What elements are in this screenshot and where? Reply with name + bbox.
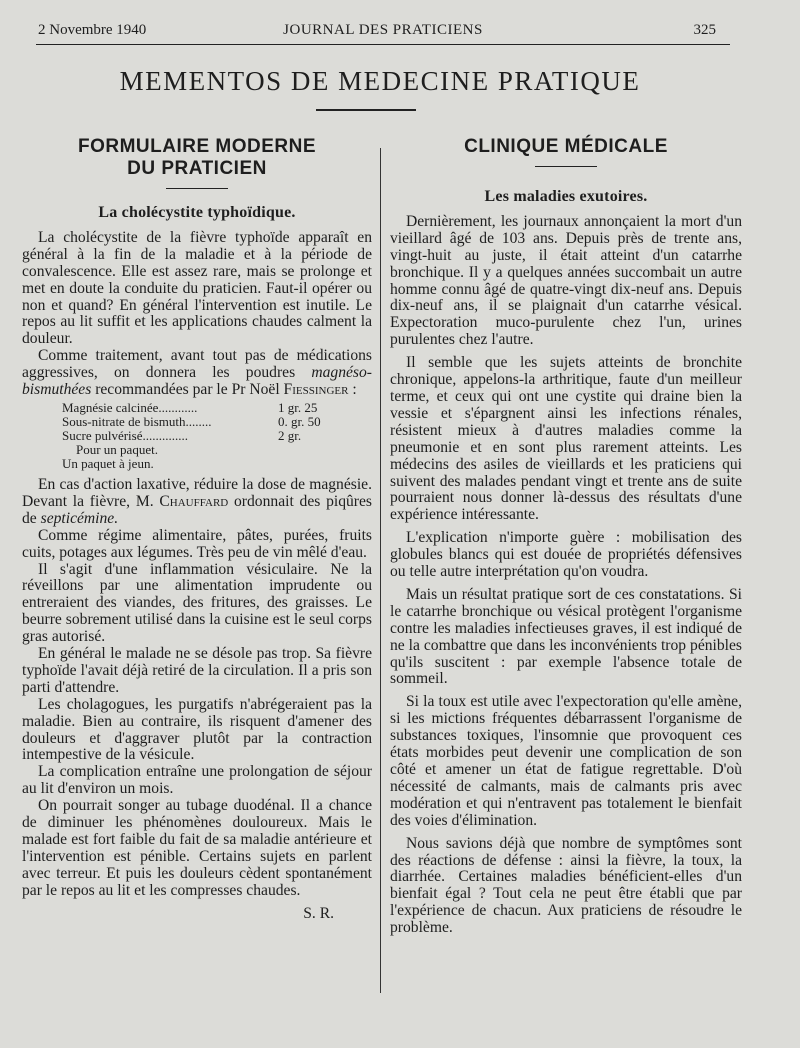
prescription-note: Un paquet à jeun. (62, 455, 154, 471)
paragraph (22, 348, 372, 399)
page-number: 325 (693, 22, 716, 38)
paragraph (22, 477, 372, 528)
paragraph: L'explication n'importe guère : mobilisation des globules blancs qui est douée de propriétés défensives ou telle autre interprétation qu'on voudra. (390, 529, 742, 581)
running-header (36, 22, 730, 45)
right-column (390, 136, 742, 943)
article-title: Les maladies exutoires. (484, 188, 648, 205)
issue-date: 2 Novembre 1940 (38, 22, 147, 38)
paragraph: La cholécystite de la fièvre typhoïde apparaît en général à la fin de la maladie et à la période de convalescence. Elle est assez rare, mais se prolonge et met en doute la conduite du praticien. Faut-il opérer ou non et quand? En général l'intervention est inutile. Le repos au lit suffit et les applications chaudes calment la douleur. (22, 228, 372, 348)
italic-term: septicémine. (40, 509, 119, 527)
title-rule (316, 109, 416, 111)
prescription-row (22, 401, 372, 415)
section-rule (535, 166, 597, 167)
paragraph: Comme régime alimentaire, pâtes, purées, fruits cuits, potages aux légumes. Très peu de vin mêlé d'eau. (22, 526, 372, 561)
signature: S. R. (303, 904, 334, 922)
prescription-note: Pour un paquet. (76, 441, 158, 457)
section-title-line-2: DU PRATICIEN (127, 158, 267, 179)
paragraph: La complication entraîne une prolongation de séjour au lit d'environ un mois. (22, 763, 372, 798)
paragraph: On pourrait songer au tubage duodénal. Il a chance de diminuer les phénomènes douloureux. Mais le malade est fort faible du fait de sa maladie antérieure et l'intervention est pénible. Certains sujets en parlent avec terreur. Et puis les douleurs cèdent spontanément par le repos au lit et les compresses chaudes. (22, 797, 372, 899)
drug-dose: 1 gr. 25 (278, 399, 318, 415)
prescription-row (22, 429, 372, 443)
text-run: : (348, 381, 357, 399)
prescription (22, 401, 372, 471)
text-run: ordonnait des piqûres de (22, 492, 372, 527)
italic-term: magnéso-bismuthées (22, 364, 372, 399)
paragraph: Il s'agit d'une inflammation vésiculaire. Ne la réveillons par une alimentation imprudente ou entreraient des viandes, des fritures, des graisses. Le beurre sobrement utilisé dans la cuisine est le seul corps gras autorisé. (22, 560, 372, 646)
drug-dose: 2 gr. (278, 427, 302, 443)
text-run: En cas d'action laxative, réduire la dose de magnésie. Devant la fièvre, M. (22, 475, 372, 510)
journal-name: JOURNAL DES PRATICIENS (283, 22, 483, 38)
drug-name: Magnésie calcinée............ (62, 399, 198, 415)
article-title: La cholécystite typhoïdique. (98, 204, 296, 221)
paragraph: Nous savions déjà que nombre de symptômes sont des réactions de défense : ainsi la fièvre, la toux, la diarrhée. Certaines maladies bénéficient-elles d'un bienfait égal ? Tout cela ne peut être établi que par l'expérience de chacun. Aux praticiens de résoudre le problème. (390, 834, 742, 937)
text-run: Comme traitement, avant tout pas de médications aggressives, on donnera les poudres (22, 347, 372, 382)
left-column (22, 136, 372, 923)
paragraph: Il semble que les sujets atteints de bronchite chronique, appelons-la arthritique, faute d'un meilleur terme, et ceux qui ont une cystite qui draine bien la vessie et s'épargnent ainsi les infections rénales, résistent mieux à d'autres maladies comme la pneumonie et en sont plus rarement atteints. Les médecins des asiles de vieillards et les praticiens qui suivent des malades pendant vingt et trente ans de suite pourraient nous donner là-dessus des résultats d'une expérience intéressante. (390, 354, 742, 524)
section-title-clinique: CLINIQUE MÉDICALE (464, 136, 668, 157)
drug-dose: 0. gr. 50 (278, 413, 321, 429)
section-title-formulaire (22, 136, 372, 180)
page-title: MEMENTOS DE MEDECINE PRATIQUE (119, 66, 641, 96)
section-rule (166, 188, 228, 189)
author-name: Chauffard (159, 492, 229, 510)
drug-name: Sucre pulvérisé.............. (62, 427, 189, 443)
paragraph: Dernièrement, les journaux annonçaient la mort d'un vieillard âgé de 103 ans. Depuis près de trente ans, vingt-huit au juste, il était atteint d'un catarrhe bronchique. Il y a quelques années succombait un autre homme connu âgé de quatre-vingt dix-neuf ans. Depuis dix-neuf ans, il se plaignait d'un catarrhe vésical. Expectoration muco-purulente chez l'un, urines purulentes chez l'autre. (390, 212, 742, 349)
paragraph: Les cholagogues, les purgatifs n'abrégeraient pas la maladie. Bien au contraire, ils risquent d'amener des douleurs et d'aggraver plutôt par la contraction intempestive de la vésicule. (22, 695, 372, 764)
paragraph: Si la toux est utile avec l'expectoration qu'elle amène, si les mictions fréquentes débarrassent l'organisme de substances toxiques, l'insomnie que provoquent ces états morbides peut devenir une complication de son côté et amener un état de fatigue regrettable. D'où nécessité de calmants, mais de calmants pris avec modération et qui n'entravent pas totalement le bienfait des voies d'élimination. (390, 693, 742, 829)
author-name: Fiessinger (283, 381, 349, 399)
paragraph: En général le malade ne se désole pas trop. Sa fièvre typhoïde l'avait déjà retiré de la circulation. Il a pris son parti d'attendre. (22, 645, 372, 696)
column-divider (380, 148, 381, 993)
prescription-row (22, 415, 372, 429)
section-title-line-1: FORMULAIRE MODERNE (77, 136, 317, 157)
paragraph: Mais un résultat pratique sort de ces constatations. Si le catarrhe bronchique ou vésical protègent l'organisme contre les maladies infectieuses graves, il est indiqué de ne la combattre que dans les inconvénients trop pénibles qu'ils suscitent : par exemple l'absence totale de sommeil. (390, 585, 742, 688)
text-run: recommandées par le Pr Noël (91, 381, 284, 399)
drug-name: Sous-nitrate de bismuth........ (62, 413, 212, 429)
